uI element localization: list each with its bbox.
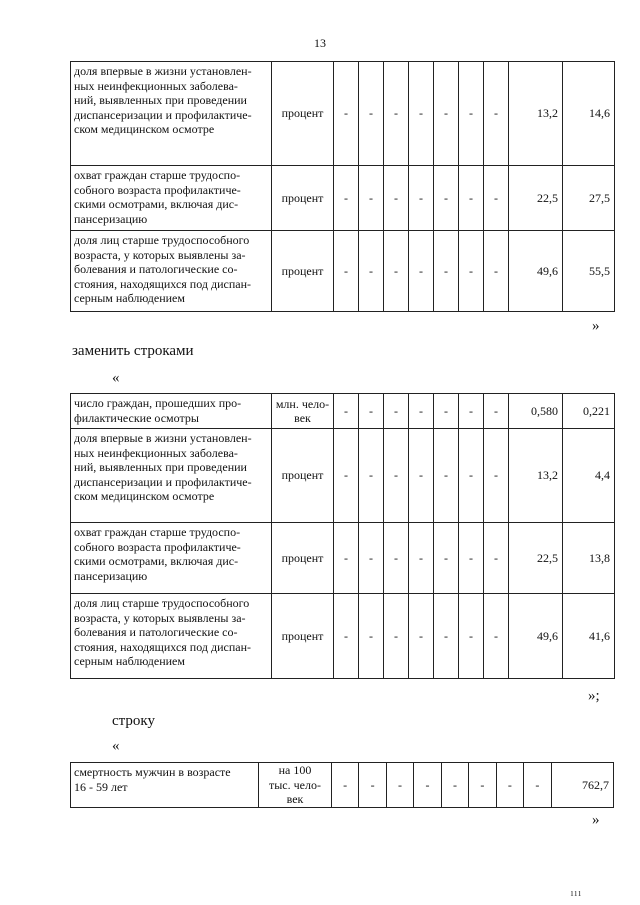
indicator-name-cell: доля впервые в жизни установлен- ных неинфекционных заболева- ний, выявленных при проведении диспансеризации и профилактиче- ском медицинском осмотре xyxy=(71,429,272,523)
opening-quote: « xyxy=(112,738,120,754)
replace-instruction: заменить строками xyxy=(72,343,194,359)
footer-mark: ııı xyxy=(570,888,582,899)
empty-value-cell: - xyxy=(359,594,384,679)
table-row xyxy=(71,231,615,312)
unit-cell: на 100 тыс. чело- век xyxy=(259,763,332,808)
value-cell: 22,5 xyxy=(509,523,563,594)
unit-cell: процент xyxy=(272,231,334,312)
empty-value-cell: - xyxy=(359,763,386,808)
empty-value-cell: - xyxy=(359,523,384,594)
empty-value-cell: - xyxy=(334,62,359,166)
empty-value-cell: - xyxy=(409,231,434,312)
value-cell: 49,6 xyxy=(509,594,563,679)
empty-value-cell: - xyxy=(331,763,358,808)
table-row xyxy=(71,763,614,808)
closing-quote: » xyxy=(592,812,600,828)
value-cell: 13,2 xyxy=(509,429,563,523)
empty-value-cell: - xyxy=(434,62,459,166)
value-cell: 14,6 xyxy=(563,62,615,166)
value-cell: 49,6 xyxy=(509,231,563,312)
value-cell: 0,221 xyxy=(563,394,615,429)
empty-value-cell: - xyxy=(484,523,509,594)
mortality-table xyxy=(70,762,614,808)
empty-value-cell: - xyxy=(359,394,384,429)
closing-quote: » xyxy=(592,318,600,334)
empty-value-cell: - xyxy=(409,594,434,679)
empty-value-cell: - xyxy=(384,166,409,231)
unit-cell: процент xyxy=(272,62,334,166)
empty-value-cell: - xyxy=(384,523,409,594)
empty-value-cell: - xyxy=(409,429,434,523)
empty-value-cell: - xyxy=(484,231,509,312)
empty-value-cell: - xyxy=(469,763,496,808)
closing-quote-semicolon: »; xyxy=(588,688,600,704)
empty-value-cell: - xyxy=(434,166,459,231)
value-cell: 13,2 xyxy=(509,62,563,166)
empty-value-cell: - xyxy=(484,62,509,166)
row-instruction: строку xyxy=(112,713,155,729)
unit-cell: процент xyxy=(272,166,334,231)
empty-value-cell: - xyxy=(409,166,434,231)
empty-value-cell: - xyxy=(441,763,468,808)
empty-value-cell: - xyxy=(359,166,384,231)
empty-value-cell: - xyxy=(484,394,509,429)
value-cell: 4,4 xyxy=(563,429,615,523)
value-cell: 22,5 xyxy=(509,166,563,231)
empty-value-cell: - xyxy=(434,594,459,679)
table-row xyxy=(71,166,615,231)
indicator-name-cell: доля впервые в жизни установлен- ных неинфекционных заболева- ний, выявленных при проведении диспансеризации и профилактиче- ском медицинском осмотре xyxy=(71,62,272,166)
table-row xyxy=(71,62,615,166)
empty-value-cell: - xyxy=(496,763,523,808)
empty-value-cell: - xyxy=(359,429,384,523)
value-cell: 762,7 xyxy=(551,763,613,808)
empty-value-cell: - xyxy=(459,429,484,523)
empty-value-cell: - xyxy=(484,166,509,231)
value-cell: 0,580 xyxy=(509,394,563,429)
empty-value-cell: - xyxy=(434,231,459,312)
indicators-table-original xyxy=(70,61,615,312)
empty-value-cell: - xyxy=(409,523,434,594)
empty-value-cell: - xyxy=(409,394,434,429)
empty-value-cell: - xyxy=(384,594,409,679)
indicator-name-cell: число граждан, прошедших про- филактические осмотры xyxy=(71,394,272,429)
table-row xyxy=(71,394,615,429)
indicators-table-replacement xyxy=(70,393,615,679)
empty-value-cell: - xyxy=(524,763,551,808)
table-row xyxy=(71,523,615,594)
indicator-name-cell: охват граждан старше трудоспо- собного возраста профилактиче- скими осмотрами, включая дис- пансеризацию xyxy=(71,166,272,231)
empty-value-cell: - xyxy=(384,394,409,429)
empty-value-cell: - xyxy=(359,62,384,166)
value-cell: 13,8 xyxy=(563,523,615,594)
empty-value-cell: - xyxy=(459,62,484,166)
empty-value-cell: - xyxy=(334,594,359,679)
empty-value-cell: - xyxy=(334,231,359,312)
unit-cell: процент xyxy=(272,594,334,679)
empty-value-cell: - xyxy=(484,594,509,679)
empty-value-cell: - xyxy=(459,231,484,312)
empty-value-cell: - xyxy=(334,166,359,231)
empty-value-cell: - xyxy=(384,429,409,523)
empty-value-cell: - xyxy=(334,394,359,429)
empty-value-cell: - xyxy=(384,62,409,166)
value-cell: 41,6 xyxy=(563,594,615,679)
opening-quote: « xyxy=(112,370,120,386)
unit-cell: процент xyxy=(272,523,334,594)
empty-value-cell: - xyxy=(334,523,359,594)
table-row xyxy=(71,429,615,523)
empty-value-cell: - xyxy=(359,231,384,312)
empty-value-cell: - xyxy=(434,523,459,594)
empty-value-cell: - xyxy=(414,763,441,808)
value-cell: 55,5 xyxy=(563,231,615,312)
table-row xyxy=(71,594,615,679)
indicator-name-cell: охват граждан старше трудоспо- собного возраста профилактиче- скими осмотрами, включая дис- пансеризацию xyxy=(71,523,272,594)
page-number: 13 xyxy=(314,36,326,50)
empty-value-cell: - xyxy=(459,166,484,231)
empty-value-cell: - xyxy=(459,594,484,679)
empty-value-cell: - xyxy=(386,763,413,808)
value-cell: 27,5 xyxy=(563,166,615,231)
empty-value-cell: - xyxy=(459,523,484,594)
empty-value-cell: - xyxy=(334,429,359,523)
indicator-name-cell: доля лиц старше трудоспособного возраста, у которых выявлены за- болевания и патологические со- стояния, находящихся под диспан- серным наблюдением xyxy=(71,594,272,679)
indicator-name-cell: смертность мужчин в возрасте 16 - 59 лет xyxy=(71,763,259,808)
empty-value-cell: - xyxy=(484,429,509,523)
empty-value-cell: - xyxy=(409,62,434,166)
unit-cell: млн. чело- век xyxy=(272,394,334,429)
empty-value-cell: - xyxy=(384,231,409,312)
empty-value-cell: - xyxy=(434,429,459,523)
empty-value-cell: - xyxy=(459,394,484,429)
unit-cell: процент xyxy=(272,429,334,523)
indicator-name-cell: доля лиц старше трудоспособного возраста, у которых выявлены за- болевания и патологические со- стояния, находящихся под диспан- серным наблюдением xyxy=(71,231,272,312)
empty-value-cell: - xyxy=(434,394,459,429)
